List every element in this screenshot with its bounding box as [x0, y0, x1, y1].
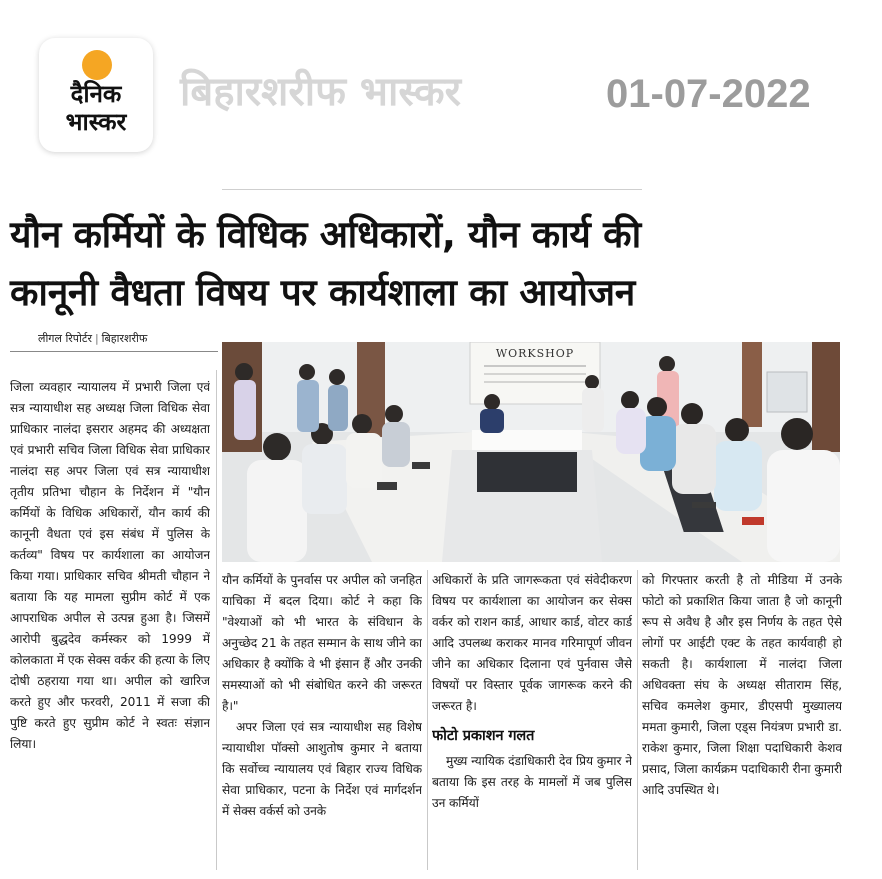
- article-column-1: [10, 377, 210, 872]
- byline-reporter: लीगल रिपोर्टर: [38, 332, 92, 345]
- headline-line-2: कानूनी वैधता विषय पर कार्यशाला का आयोजन: [10, 271, 636, 314]
- logo-text-line2: भास्कर: [65, 108, 127, 136]
- byline-rule: [10, 351, 218, 352]
- edition-name: बिहारशरीफ भास्कर: [180, 69, 461, 115]
- column-divider: [637, 570, 638, 870]
- column-3-subhead: फोटो प्रकाशन गलत: [432, 728, 535, 744]
- header-rule: [222, 189, 642, 190]
- edition-date: 01-07-2022: [606, 72, 811, 116]
- column-divider: [216, 370, 217, 870]
- article-column-2: [222, 570, 422, 870]
- logo-text-line1: दैनिक: [70, 80, 122, 108]
- workshop-photo-illustration: [222, 342, 840, 562]
- byline: [38, 331, 147, 346]
- column-3-paragraph-2: मुख्य न्यायिक दंडाधिकारी देव प्रिय कुमार ने बताया कि इस तरह के मामलों में जब पुलिस उन कर्मियों: [432, 754, 632, 810]
- article-headline: [10, 206, 872, 322]
- article-column-4: [642, 570, 842, 870]
- column-3-paragraph-1: अधिकारों के प्रति जागरूकता एवं संवेदीकरण विषय पर कार्यशाला का आयोजन कर सेक्स वर्कर को राशन कार्ड, आधार कार्ड, वोटर कार्ड आदि उपलब्ध कराकर मानव गरिमापूर्ण जीवन जीने का अधिकार दिलाना एवं पुर्नवास जैसे विषयों पर विस्तार पूर्वक जागरूक करने की जरूरत है।: [432, 573, 632, 713]
- column-divider: [427, 570, 428, 870]
- sun-icon: [82, 50, 112, 80]
- newspaper-logo: [39, 38, 153, 152]
- photo-banner-text: WORKSHOP: [495, 347, 575, 360]
- column-4-text: को गिरफ्तार करती है तो मीडिया में उनके फोटो को प्रकाशित किया जाता है जो कानूनी रूप से अवैध है और इस निर्णय के तहत ऐसे लोगों पर आईटी एक्ट के तहत कार्यवाही हो सकती है। कार्यशाला में नालंदा जिला अधिवक्ता संघ के अध्यक्ष सीताराम सिंह, सचिव कमलेश कुमार, डीएसपी मुख्यालय ममता कुमारी, जिला एड्स नियंत्रण प्रभारी डा. राकेश कुमार, जिला शिक्षा पदाधिकारी केशव प्रसाद, जिला कार्यक्रम पदाधिकारी रीना कुमारी आदि उपस्थित थे।: [642, 573, 842, 797]
- byline-place: बिहारशरीफ: [101, 332, 148, 345]
- byline-separator: |: [94, 332, 99, 345]
- column-1-text: जिला व्यवहार न्यायालय में प्रभारी जिला एवं सत्र न्यायाधीश सह अध्यक्ष जिला विधिक सेवा प्राधिकार नालंदा इसरार अहमद की अध्यक्षता एवं प्रभारी सचिव जिला विधिक सेवा प्राधिकार नालंदा सह अपर जिला एवं सत्र न्यायाधीश तृतीय प्रतिभा चौहान के निर्देशन में "यौन कर्मियों के विधिक अधिकारों, यौन कार्य की कानूनी वैधता एवं इस संबंध में पुलिस के कर्तव्य" विषय पर कार्यशाला का आयोजन किया गया। प्राधिकार सचिव श्रीमती चौहान ने बताया कि यह मामला सुप्रीम कोर्ट में एक आपराधिक अपील से उत्पन्न हुआ है। जिसमें आरोपी बुद्धदेव कर्मस्कर को 1999 में कोलकाता में एक सेक्स वर्कर की हत्या के लिए दोषी ठहराया गया था। अपील को खारिज करते हुए और फरवरी, 2011 में सजा की पुष्टि करते हुए सुप्रीम कोर्ट ने स्वतः संज्ञान लिया।: [10, 380, 210, 751]
- headline-line-1: यौन कर्मियों के विधिक अधिकारों, यौन कार्य की: [10, 213, 641, 256]
- column-2-paragraph-2: अपर जिला एवं सत्र न्यायाधीश सह विशेष न्यायाधीश पॉक्सो आशुतोष कुमार ने बताया कि सर्वोच्च न्यायालय एवं बिहार राज्य विधिक सेवा प्राधिकार, पटना के निर्देश एवं मार्गदर्शन में सेक्स वर्कर्स को उनके: [222, 720, 422, 818]
- article-column-3: [432, 570, 632, 870]
- column-2-paragraph-1: यौन कर्मियों के पुनर्वास पर अपील को जनहित याचिका में बदल दिया। कोर्ट ने कहा कि "वेश्याओं को भी भारत के संविधान के अनुच्छेद 21 के तहत सम्मान के साथ जीने का अधिकार है क्योंकि वे भी इंसान हैं और उनकी समस्याओं को भी संबोधित करने की जरूरत है।": [222, 573, 422, 713]
- workshop-photo: [222, 342, 840, 562]
